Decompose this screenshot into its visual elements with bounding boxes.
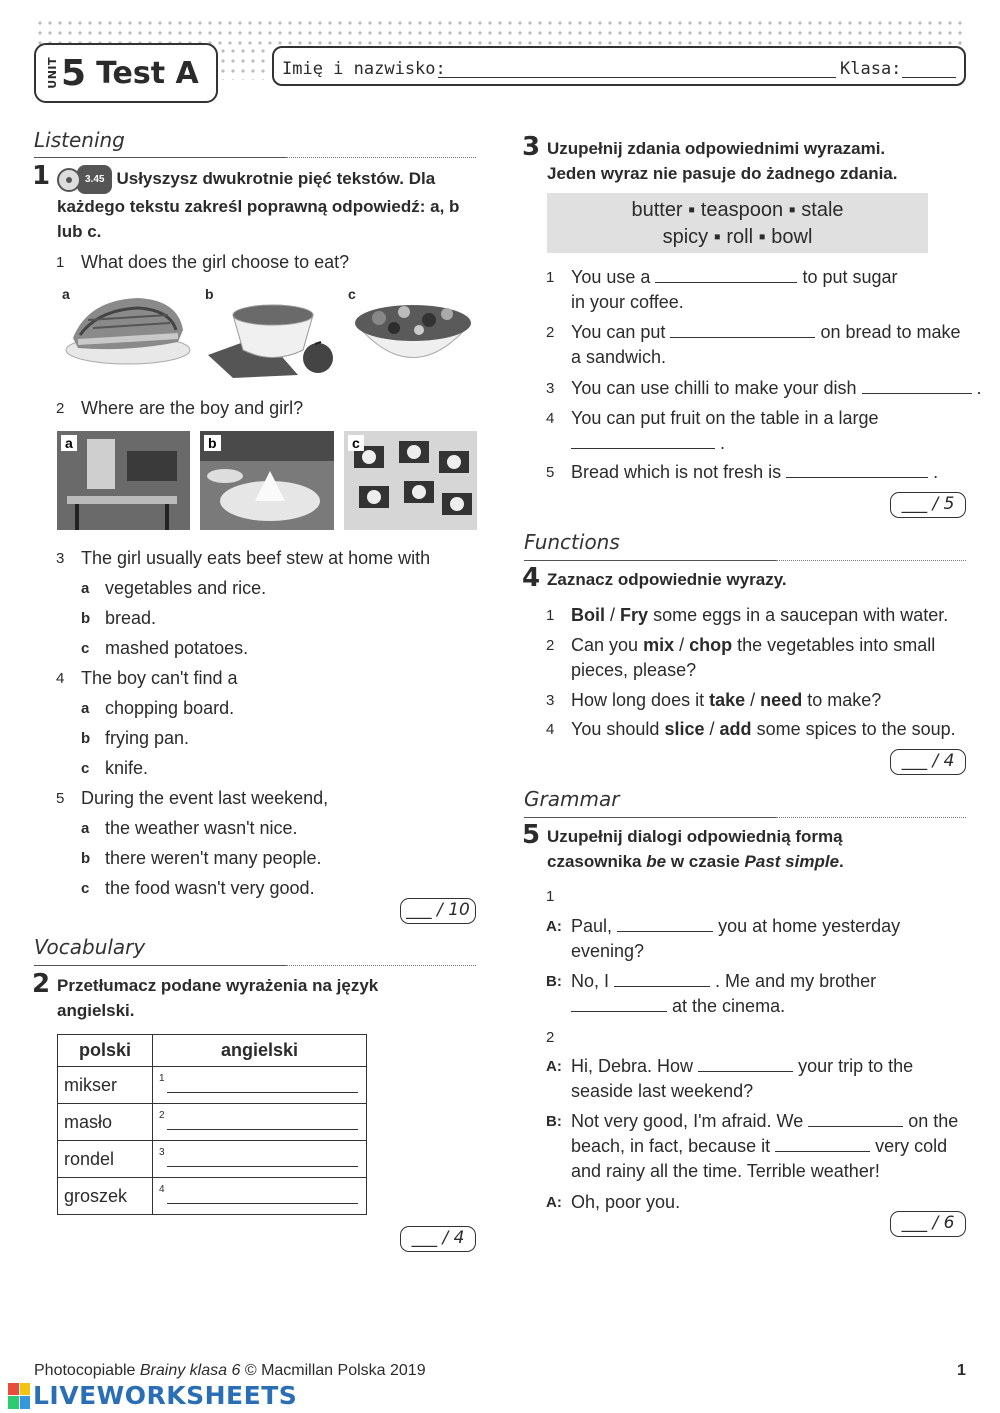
question-number: 5 <box>56 790 65 807</box>
word-bank <box>547 193 928 253</box>
sentence-text: on bread to make <box>820 322 961 342</box>
dialogue-text: Paul, <box>571 916 613 936</box>
exercise-instruction: Zaznacz odpowiednie wyrazy. <box>547 570 787 589</box>
dialogue-text: seaside last weekend? <box>571 1081 754 1101</box>
choice-word[interactable]: Fry <box>620 605 649 625</box>
option-text[interactable]: the food wasn't very good. <box>105 878 315 898</box>
name-box <box>272 46 966 86</box>
option-letter[interactable]: c <box>81 640 90 657</box>
exercise-number: 1 <box>32 161 51 191</box>
soup-image[interactable] <box>203 290 338 380</box>
option-text[interactable]: the weather wasn't nice. <box>105 818 298 838</box>
choice-word[interactable]: slice <box>664 719 705 739</box>
instruction-text: Uzupełnij dialogi odpowiednią formą <box>547 827 843 846</box>
section-heading-functions: Functions <box>524 530 620 554</box>
section-dotted-line <box>286 157 476 158</box>
instruction-italic: Past simple <box>744 852 840 871</box>
sentence <box>571 460 938 485</box>
answer-blank[interactable] <box>786 460 928 478</box>
exercise-number: 4 <box>522 563 541 593</box>
choice-word[interactable]: need <box>760 690 803 710</box>
option-text[interactable]: chopping board. <box>105 698 235 718</box>
answer-cell[interactable] <box>153 1067 367 1104</box>
cd-track-badge[interactable] <box>57 165 112 194</box>
sentence-text: You use a <box>571 267 651 287</box>
option-letter[interactable]: a <box>81 580 90 597</box>
sentence-text: in your coffee. <box>571 292 684 312</box>
dialogue-line <box>571 914 900 939</box>
score-box[interactable]: ___ / 5 <box>890 492 966 518</box>
answer-line[interactable] <box>167 1129 358 1130</box>
item-number: 2 <box>546 637 555 654</box>
instruction-text: Usłyszysz dwukrotnie pięć tekstów. Dla każdego tekstu zakreśl poprawną odpowiedź: a, b lub c. <box>57 168 460 241</box>
answer-blank[interactable] <box>655 265 797 283</box>
sentence-text: . <box>933 462 939 482</box>
section-underline <box>524 817 776 818</box>
dialogue-line <box>571 969 876 994</box>
choice-word[interactable]: add <box>719 719 752 739</box>
exercise-instruction <box>547 824 927 874</box>
instruction-italic: be <box>646 852 667 871</box>
sentence-text: . <box>720 433 726 453</box>
score-box[interactable]: ___ / 4 <box>890 749 966 775</box>
table-setting-photo[interactable] <box>344 431 477 530</box>
question-text: What does the girl choose to eat? <box>81 252 350 272</box>
word-bank-line: butter ▪ teaspoon ▪ stale <box>631 199 844 221</box>
option-letter[interactable]: c <box>81 880 90 897</box>
option-letter[interactable]: b <box>81 610 91 627</box>
liveworksheets-text: LIVEWORKSHEETS <box>33 1381 298 1410</box>
exercise-number: 3 <box>522 132 541 162</box>
item-number: 5 <box>546 464 555 481</box>
item-number: 4 <box>546 410 555 427</box>
choice-word[interactable]: Boil <box>571 605 605 625</box>
kitchen-photo[interactable] <box>57 431 190 530</box>
dialogue-line <box>571 1054 913 1079</box>
photo-label: c <box>348 435 364 451</box>
option-text[interactable]: knife. <box>105 758 149 778</box>
page-number: 1 <box>957 1362 966 1379</box>
unit-badge <box>34 43 218 103</box>
word-bank-line: spicy ▪ roll ▪ bowl <box>662 226 813 248</box>
sentence <box>571 320 961 345</box>
section-underline <box>34 157 286 158</box>
restaurant-photo[interactable] <box>200 431 334 530</box>
section-dotted-line <box>776 817 966 818</box>
test-title: Test A <box>96 55 199 91</box>
dialogue-text: No, I <box>571 971 610 991</box>
salad-image[interactable] <box>349 290 477 370</box>
sentence <box>571 717 956 742</box>
answer-number: 1 <box>159 1073 165 1084</box>
dialogue-line <box>571 1134 947 1159</box>
exercise-instruction: Uzupełnij zdania odpowiednimi wyrazami. Jeden wyraz nie pasuje do żadnego zdania. <box>547 139 898 183</box>
column-header-angielski: angielski <box>153 1035 367 1067</box>
option-letter[interactable]: b <box>81 850 91 867</box>
dialogue-text: on the <box>908 1111 959 1131</box>
dialogue-text: and rainy all the time. Terrible weather! <box>571 1161 880 1181</box>
option-label[interactable]: a <box>62 286 70 302</box>
sentence <box>571 603 948 628</box>
item-number: 4 <box>546 721 555 738</box>
score-box[interactable]: ___ / 10 <box>400 898 476 924</box>
separator: / <box>679 635 685 655</box>
dialogue-text: Not very good, I'm afraid. We <box>571 1111 804 1131</box>
item-number: 3 <box>546 692 555 709</box>
dialogue-number: 1 <box>546 888 555 905</box>
sentence-text: You can put fruit on the table in a large <box>571 408 879 428</box>
option-letter[interactable]: a <box>81 820 90 837</box>
option-letter[interactable]: b <box>81 730 91 747</box>
sentence-text: Can you <box>571 635 639 655</box>
unit-number: 5 <box>61 52 87 94</box>
sentence-text: to make? <box>807 690 882 710</box>
section-dotted-line <box>286 965 476 966</box>
sentence <box>571 265 898 290</box>
sentence-text: You can use chilli to make your dish <box>571 378 857 398</box>
answer-blank[interactable] <box>862 376 972 394</box>
answer-blank[interactable] <box>614 969 710 987</box>
dialogue-text: very cold <box>875 1136 948 1156</box>
score-box[interactable]: ___ / 6 <box>890 1211 966 1237</box>
sentence-text: How long does it <box>571 690 705 710</box>
dialogue-text: Hi, Debra. How <box>571 1056 694 1076</box>
section-heading-listening: Listening <box>34 128 125 152</box>
unit-word: UNIT <box>46 57 59 89</box>
header-dots-side <box>218 46 268 80</box>
option-text[interactable]: vegetables and rice. <box>105 578 267 598</box>
sandwich-image[interactable] <box>58 290 193 370</box>
instruction-text: czasownika <box>547 852 642 871</box>
answer-blank[interactable] <box>698 1054 793 1072</box>
sentence-text: You can put <box>571 322 666 342</box>
table-row <box>58 1141 367 1178</box>
liveworksheets-icon <box>8 1383 30 1409</box>
polish-word: mikser <box>58 1067 153 1104</box>
option-text[interactable]: bread. <box>105 608 157 628</box>
class-label: Klasa: <box>840 59 902 79</box>
instruction-text: w czasie <box>670 852 740 871</box>
exercise-number: 2 <box>32 969 51 999</box>
sentence <box>571 633 935 658</box>
answer-number: 4 <box>159 1184 165 1195</box>
question-number: 2 <box>56 400 65 417</box>
choice-word[interactable]: take <box>709 690 746 710</box>
score-box[interactable]: ___ / 4 <box>400 1226 476 1252</box>
answer-blank[interactable] <box>571 994 667 1012</box>
polish-word: groszek <box>58 1178 153 1215</box>
exercise-instruction <box>57 165 467 244</box>
sentence-text: Bread which is not fresh is <box>571 462 782 482</box>
polish-word: masło <box>58 1104 153 1141</box>
sentence-text: some spices to the soup. <box>756 719 956 739</box>
sentence <box>571 376 982 401</box>
dialogue-line <box>571 994 785 1019</box>
kitchen-image <box>57 431 190 530</box>
section-heading-grammar: Grammar <box>524 787 620 811</box>
option-text[interactable]: there weren't many people. <box>105 848 322 868</box>
answer-blank[interactable] <box>808 1109 903 1127</box>
dialogue-text: evening? <box>571 941 645 961</box>
speaker-label: A: <box>546 918 562 935</box>
section-dotted-line <box>776 560 966 561</box>
instruction-text: . <box>839 852 844 871</box>
table-row <box>58 1067 367 1104</box>
separator: / <box>709 719 715 739</box>
option-label[interactable]: c <box>348 286 356 302</box>
option-letter[interactable]: a <box>81 700 90 717</box>
item-number: 1 <box>546 269 555 286</box>
sentence <box>571 431 725 456</box>
speaker-label: B: <box>546 1113 562 1130</box>
track-number: 3.45 <box>77 165 112 194</box>
class-input-line[interactable] <box>902 77 956 78</box>
answer-number: 2 <box>159 1110 165 1121</box>
option-text[interactable]: frying pan. <box>105 728 190 748</box>
dialogue-text: your trip to the <box>798 1056 914 1076</box>
question-text: Where are the boy and girl? <box>81 398 304 418</box>
separator: / <box>750 690 756 710</box>
column-header-polski: polski <box>58 1035 153 1067</box>
name-label: Imię i nazwisko: <box>282 59 446 79</box>
vocabulary-table <box>57 1034 367 1215</box>
answer-line[interactable] <box>167 1203 358 1204</box>
section-underline <box>524 560 776 561</box>
table-row <box>58 1104 367 1141</box>
section-heading-vocabulary: Vocabulary <box>34 935 146 959</box>
separator: / <box>610 605 616 625</box>
exercise-instruction: Przetłumacz podane wyrażenia na język angielski. <box>57 976 379 1020</box>
section-underline <box>34 965 286 966</box>
sentence-text: to put sugar <box>802 267 898 287</box>
answer-line[interactable] <box>167 1092 358 1093</box>
liveworksheets-logo[interactable] <box>8 1381 297 1410</box>
speaker-label: A: <box>546 1194 562 1211</box>
choice-word[interactable]: mix <box>643 635 675 655</box>
answer-cell[interactable] <box>153 1178 367 1215</box>
dialogue-text: . Me and my brother <box>715 971 877 991</box>
item-number: 3 <box>546 380 555 397</box>
sentence-text: pieces, please? <box>571 660 697 680</box>
sentence-text: You should <box>571 719 660 739</box>
question-text: The girl usually eats beef stew at home with <box>81 548 431 568</box>
question-number: 3 <box>56 550 65 567</box>
answer-blank[interactable] <box>571 431 715 449</box>
photo-label: a <box>61 435 77 451</box>
photo-label: b <box>204 435 221 451</box>
footer-credit <box>34 1362 426 1380</box>
dialogue-line <box>571 1109 958 1134</box>
option-text[interactable]: mashed potatoes. <box>105 638 249 658</box>
choice-word[interactable]: chop <box>689 635 733 655</box>
sentence-text: . <box>976 378 982 398</box>
dialogue-text: at the cinema. <box>672 996 786 1016</box>
dialogue-number: 2 <box>546 1029 555 1046</box>
question-text: The boy can't find a <box>81 668 238 688</box>
answer-blank[interactable] <box>617 914 713 932</box>
answer-blank[interactable] <box>670 320 815 338</box>
answer-cell[interactable] <box>153 1104 367 1141</box>
sentence-text: some eggs in a saucepan with water. <box>653 605 949 625</box>
speaker-label: A: <box>546 1058 562 1075</box>
option-letter[interactable]: c <box>81 760 90 777</box>
answer-blank[interactable] <box>775 1134 870 1152</box>
name-input-line[interactable] <box>438 77 836 78</box>
speaker-label: B: <box>546 973 562 990</box>
exercise-number: 5 <box>522 820 541 850</box>
dialogue-text: Oh, poor you. <box>571 1192 681 1212</box>
dialogue-text: you at home yesterday <box>718 916 901 936</box>
item-number: 2 <box>546 324 555 341</box>
footer-book-title: Brainy klasa 6 <box>139 1362 241 1379</box>
question-number: 1 <box>56 254 65 271</box>
sentence-text: a sandwich. <box>571 347 667 367</box>
option-label[interactable]: b <box>205 286 214 302</box>
sentence <box>571 688 881 713</box>
footer-text: Photocopiable <box>34 1362 136 1379</box>
sentence-text: the vegetables into small <box>737 635 936 655</box>
question-text: During the event last weekend, <box>81 788 329 808</box>
answer-number: 3 <box>159 1147 165 1158</box>
polish-word: rondel <box>58 1141 153 1178</box>
answer-line[interactable] <box>167 1166 358 1167</box>
cd-icon <box>57 168 81 192</box>
question-number: 4 <box>56 670 65 687</box>
footer-text: © Macmillan Polska 2019 <box>244 1362 426 1379</box>
dialogue-text: beach, in fact, because it <box>571 1136 771 1156</box>
table-setting-image <box>344 431 477 530</box>
answer-cell[interactable] <box>153 1141 367 1178</box>
item-number: 1 <box>546 607 555 624</box>
table-row <box>58 1178 367 1215</box>
